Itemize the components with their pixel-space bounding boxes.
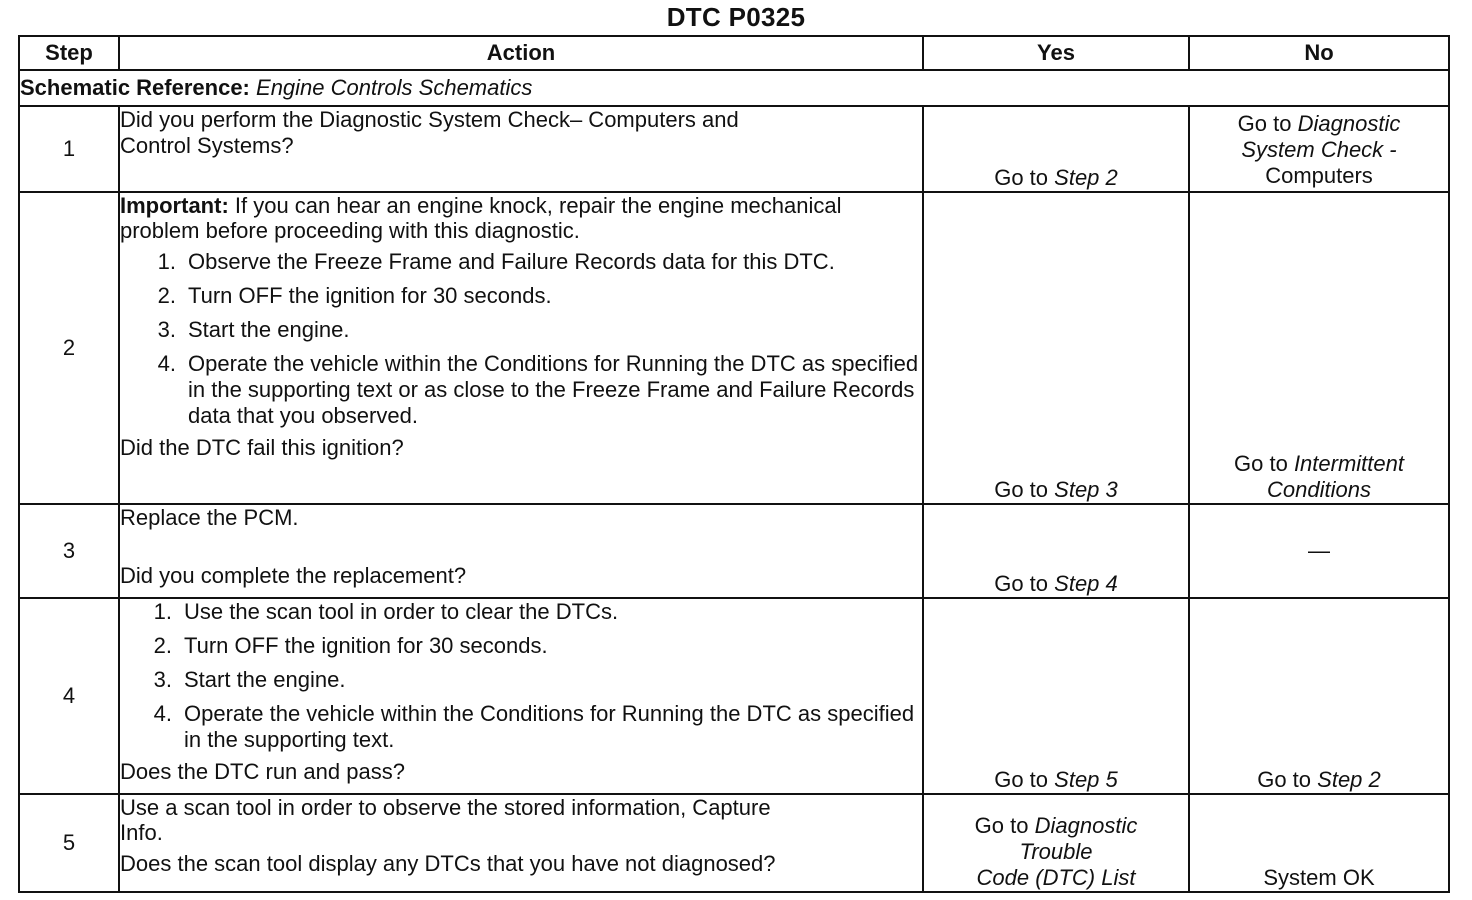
- diagnostic-table: [18, 35, 1450, 893]
- question-text: Does the DTC run and pass?: [120, 759, 405, 784]
- step-number: 1: [19, 106, 119, 192]
- action-cell: [119, 504, 923, 598]
- list-text: Start the engine.: [184, 667, 346, 692]
- yes-cell: [923, 106, 1189, 192]
- list-text: Turn OFF the ignition for 30 seconds.: [188, 283, 552, 308]
- no-link[interactable]: Intermittent: [1293, 451, 1404, 476]
- important-text: If you can hear an engine knock, repair the engine mechanical problem before proceeding with this diagnostic.: [120, 193, 842, 243]
- list-item: [138, 633, 922, 659]
- list-number: 4.: [157, 351, 176, 376]
- no-text: System OK: [1263, 865, 1375, 890]
- header-step: Step: [19, 36, 119, 70]
- question-text: Control Systems?: [120, 133, 294, 158]
- list-number: 3.: [153, 667, 172, 692]
- table-row: [19, 106, 1449, 192]
- action-text: Use a scan tool in order to observe the stored information, Capture Info.: [120, 795, 771, 845]
- header-yes: Yes: [923, 36, 1189, 70]
- yes-link[interactable]: Step 5: [1054, 767, 1118, 792]
- no-link[interactable]: System Check -: [1241, 137, 1397, 162]
- question-text: Did the DTC fail this ignition?: [120, 435, 404, 460]
- yes-link[interactable]: Code (DTC) List: [976, 865, 1136, 890]
- list-text: Use the scan tool in order to clear the DTCs.: [184, 599, 619, 624]
- no-cell: [1189, 504, 1449, 598]
- list-item: [138, 701, 922, 753]
- page-title: DTC P0325: [666, 2, 806, 32]
- yes-cell: [923, 598, 1189, 794]
- go-to-text: Go to: [994, 571, 1049, 596]
- important-label: Important:: [120, 193, 229, 218]
- header-action: Action: [119, 36, 923, 70]
- list-number: 2.: [157, 283, 176, 308]
- go-to-text: Go to: [994, 165, 1049, 190]
- list-number: 1.: [153, 599, 172, 624]
- list-item: [142, 283, 922, 309]
- yes-link[interactable]: Step 4: [1054, 571, 1118, 596]
- table-row: [19, 794, 1449, 892]
- step-number: 2: [19, 192, 119, 504]
- no-cell: [1189, 598, 1449, 794]
- list-item: [142, 317, 922, 343]
- no-link[interactable]: Conditions: [1267, 477, 1371, 502]
- yes-link[interactable]: Diagnostic: [1034, 813, 1138, 838]
- list-number: 4.: [153, 701, 172, 726]
- list-number: 1.: [157, 249, 176, 274]
- no-link[interactable]: Step 2: [1317, 767, 1381, 792]
- instruction-list: [120, 249, 922, 429]
- no-text: Computers: [1265, 163, 1373, 188]
- no-cell: [1189, 794, 1449, 892]
- action-cell: [119, 598, 923, 794]
- action-cell: [119, 106, 923, 192]
- schematic-reference-link[interactable]: Engine Controls Schematics: [256, 75, 533, 100]
- schematic-reference-row: [19, 70, 1449, 106]
- list-number: 3.: [157, 317, 176, 342]
- list-item: [138, 667, 922, 693]
- go-to-text: Go to: [994, 767, 1049, 792]
- step-number: 5: [19, 794, 119, 892]
- no-cell: [1189, 192, 1449, 504]
- yes-link[interactable]: Trouble: [1019, 839, 1093, 864]
- go-to-text: Go to: [1237, 111, 1292, 136]
- list-text: Turn OFF the ignition for 30 seconds.: [184, 633, 548, 658]
- list-item: [142, 351, 922, 429]
- go-to-text: Go to: [994, 477, 1049, 502]
- schematic-reference: [19, 70, 1449, 106]
- list-item: [138, 599, 922, 625]
- yes-cell: [923, 794, 1189, 892]
- yes-cell: [923, 192, 1189, 504]
- question-text: Did you perform the Diagnostic System Check– Computers and: [120, 107, 739, 132]
- list-text: Operate the vehicle within the Conditions for Running the DTC as specified in the supporting text or as close to the Freeze Frame and Failure Records data that you observed.: [188, 351, 919, 428]
- go-to-text: Go to: [1257, 767, 1312, 792]
- go-to-text: Go to: [1234, 451, 1288, 476]
- action-text: Replace the PCM.: [120, 505, 299, 530]
- list-text: Start the engine.: [188, 317, 350, 342]
- no-cell: [1189, 106, 1449, 192]
- list-text: Observe the Freeze Frame and Failure Records data for this DTC.: [188, 249, 835, 274]
- table-row: [19, 504, 1449, 598]
- step-number: 4: [19, 598, 119, 794]
- action-cell: [119, 192, 923, 504]
- header-row: [19, 36, 1449, 70]
- no-link[interactable]: Diagnostic: [1297, 111, 1401, 136]
- go-to-text: Go to: [974, 813, 1029, 838]
- table-row: [19, 192, 1449, 504]
- question-text: Does the scan tool display any DTCs that you have not diagnosed?: [120, 851, 776, 876]
- question-text: Did you complete the replacement?: [120, 563, 467, 588]
- yes-link[interactable]: Step 3: [1054, 477, 1118, 502]
- list-text: Operate the vehicle within the Conditions for Running the DTC as specified in the supporting text.: [184, 701, 915, 752]
- yes-cell: [923, 504, 1189, 598]
- yes-link[interactable]: Step 2: [1054, 165, 1118, 190]
- list-item: [142, 249, 922, 275]
- no-text: —: [1308, 538, 1330, 563]
- action-cell: [119, 794, 923, 892]
- instruction-list: [120, 599, 922, 753]
- list-number: 2.: [153, 633, 172, 658]
- header-no: No: [1189, 36, 1449, 70]
- step-number: 3: [19, 504, 119, 598]
- table-row: [19, 598, 1449, 794]
- schematic-reference-label: Schematic Reference:: [20, 75, 250, 100]
